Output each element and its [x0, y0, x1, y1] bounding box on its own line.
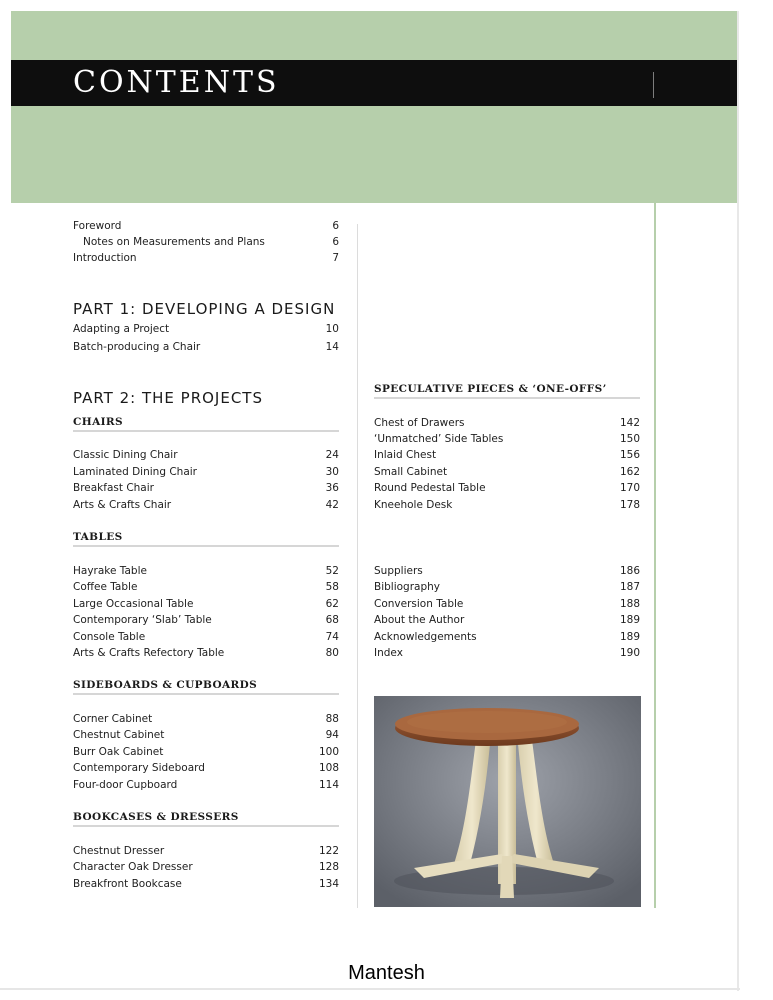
toc-page: 162: [619, 466, 640, 478]
toc-label: Chest of Drawers: [374, 417, 465, 429]
toc-page: 108: [318, 762, 339, 774]
section-heading-chairs: CHAIRS: [73, 416, 124, 428]
title-bar: [11, 60, 737, 106]
toc-label: Inlaid Chest: [374, 449, 437, 461]
section-heading-tables: TABLES: [73, 531, 123, 543]
toc-label: Suppliers: [374, 565, 423, 577]
toc-page: 142: [619, 417, 640, 429]
toc-page: 187: [619, 581, 640, 593]
title-bar-divider: [653, 72, 654, 98]
toc-label: Arts & Crafts Refectory Table: [73, 647, 225, 659]
toc-label: Round Pedestal Table: [374, 482, 486, 494]
toc-label: Breakfront Bookcase: [73, 878, 182, 890]
column-divider: [357, 224, 358, 908]
toc-page: 114: [318, 779, 339, 791]
toc-label: Kneehole Desk: [374, 499, 453, 511]
toc-label: Arts & Crafts Chair: [73, 499, 172, 511]
toc-page: 74: [325, 631, 339, 643]
toc-page: 122: [318, 845, 339, 857]
toc-label: Contemporary Sideboard: [73, 762, 205, 774]
toc-label: Introduction: [73, 252, 137, 264]
toc-page: 150: [619, 433, 640, 445]
toc-page: 156: [619, 449, 640, 461]
toc-page: 190: [619, 647, 640, 659]
toc-label: ‘Unmatched’ Side Tables: [374, 433, 504, 445]
toc-label: Hayrake Table: [73, 565, 147, 577]
footer-watermark: Mantesh: [348, 962, 425, 984]
toc-page: 134: [318, 878, 339, 890]
section-rule: [73, 430, 339, 432]
section-rule: [73, 545, 339, 547]
toc-label: Small Cabinet: [374, 466, 448, 478]
toc-label: Coffee Table: [73, 581, 138, 593]
toc-page: 6: [332, 236, 339, 248]
toc-label: Batch-producing a Chair: [73, 341, 201, 353]
toc-label: Four-door Cupboard: [73, 779, 178, 791]
toc-page: 188: [619, 598, 640, 610]
toc-page: 189: [619, 614, 640, 626]
section-heading-sideboards: SIDEBOARDS & CUPBOARDS: [73, 679, 258, 691]
toc-label: Large Occasional Table: [73, 598, 194, 610]
toc-page: 52: [325, 565, 339, 577]
section-heading-speculative: SPECULATIVE PIECES & ‘ONE-OFFS’: [374, 383, 607, 395]
toc-page: 189: [619, 631, 640, 643]
toc-page: 186: [619, 565, 640, 577]
pedestal-table-illustration: [374, 696, 641, 907]
page-edge-right: [737, 11, 739, 991]
toc-page: 178: [619, 499, 640, 511]
toc-page: 62: [325, 598, 339, 610]
toc-label: Laminated Dining Chair: [73, 466, 197, 478]
toc-page: 10: [325, 323, 339, 335]
toc-label: Index: [374, 647, 403, 659]
toc-page: 68: [325, 614, 339, 626]
toc-label: Console Table: [73, 631, 146, 643]
section-rule: [374, 397, 640, 399]
toc-page: 14: [325, 341, 339, 353]
toc-page: 6: [332, 220, 339, 232]
toc-page: 36: [325, 482, 339, 494]
right-green-rule: [654, 203, 656, 908]
toc-label: Notes on Measurements and Plans: [83, 236, 265, 248]
toc-label: Chestnut Dresser: [73, 845, 165, 857]
part-2-heading: PART 2: THE PROJECTS: [73, 389, 263, 407]
toc-label: Chestnut Cabinet: [73, 729, 165, 741]
toc-page: 170: [619, 482, 640, 494]
toc-page: 88: [325, 713, 339, 725]
toc-label: About the Author: [374, 614, 465, 626]
section-heading-bookcases: BOOKCASES & DRESSERS: [73, 811, 239, 823]
toc-label: Foreword: [73, 220, 122, 232]
toc-page: 100: [318, 746, 339, 758]
page-edge-bottom: [0, 988, 740, 990]
toc-page: 24: [325, 449, 339, 461]
toc-label: Contemporary ‘Slab’ Table: [73, 614, 212, 626]
toc-page: 80: [325, 647, 339, 659]
toc-page: 128: [318, 861, 339, 873]
toc-page: 42: [325, 499, 339, 511]
toc-label: Acknowledgements: [374, 631, 477, 643]
toc-label: Burr Oak Cabinet: [73, 746, 164, 758]
toc-label: Classic Dining Chair: [73, 449, 178, 461]
toc-page: 7: [332, 252, 339, 264]
toc-label: Conversion Table: [374, 598, 464, 610]
toc-page: 58: [325, 581, 339, 593]
toc-label: Character Oak Dresser: [73, 861, 193, 873]
page-title: CONTENTS: [73, 65, 280, 100]
toc-page: 30: [325, 466, 339, 478]
toc-label: Adapting a Project: [73, 323, 170, 335]
part-1-heading: PART 1: DEVELOPING A DESIGN: [73, 300, 336, 318]
toc-label: Breakfast Chair: [73, 482, 154, 494]
table-photo: [374, 696, 641, 907]
toc-page: 94: [325, 729, 339, 741]
header-green-band: [11, 11, 737, 203]
toc-label: Bibliography: [374, 581, 440, 593]
toc-label: Corner Cabinet: [73, 713, 153, 725]
section-rule: [73, 825, 339, 827]
section-rule: [73, 693, 339, 695]
